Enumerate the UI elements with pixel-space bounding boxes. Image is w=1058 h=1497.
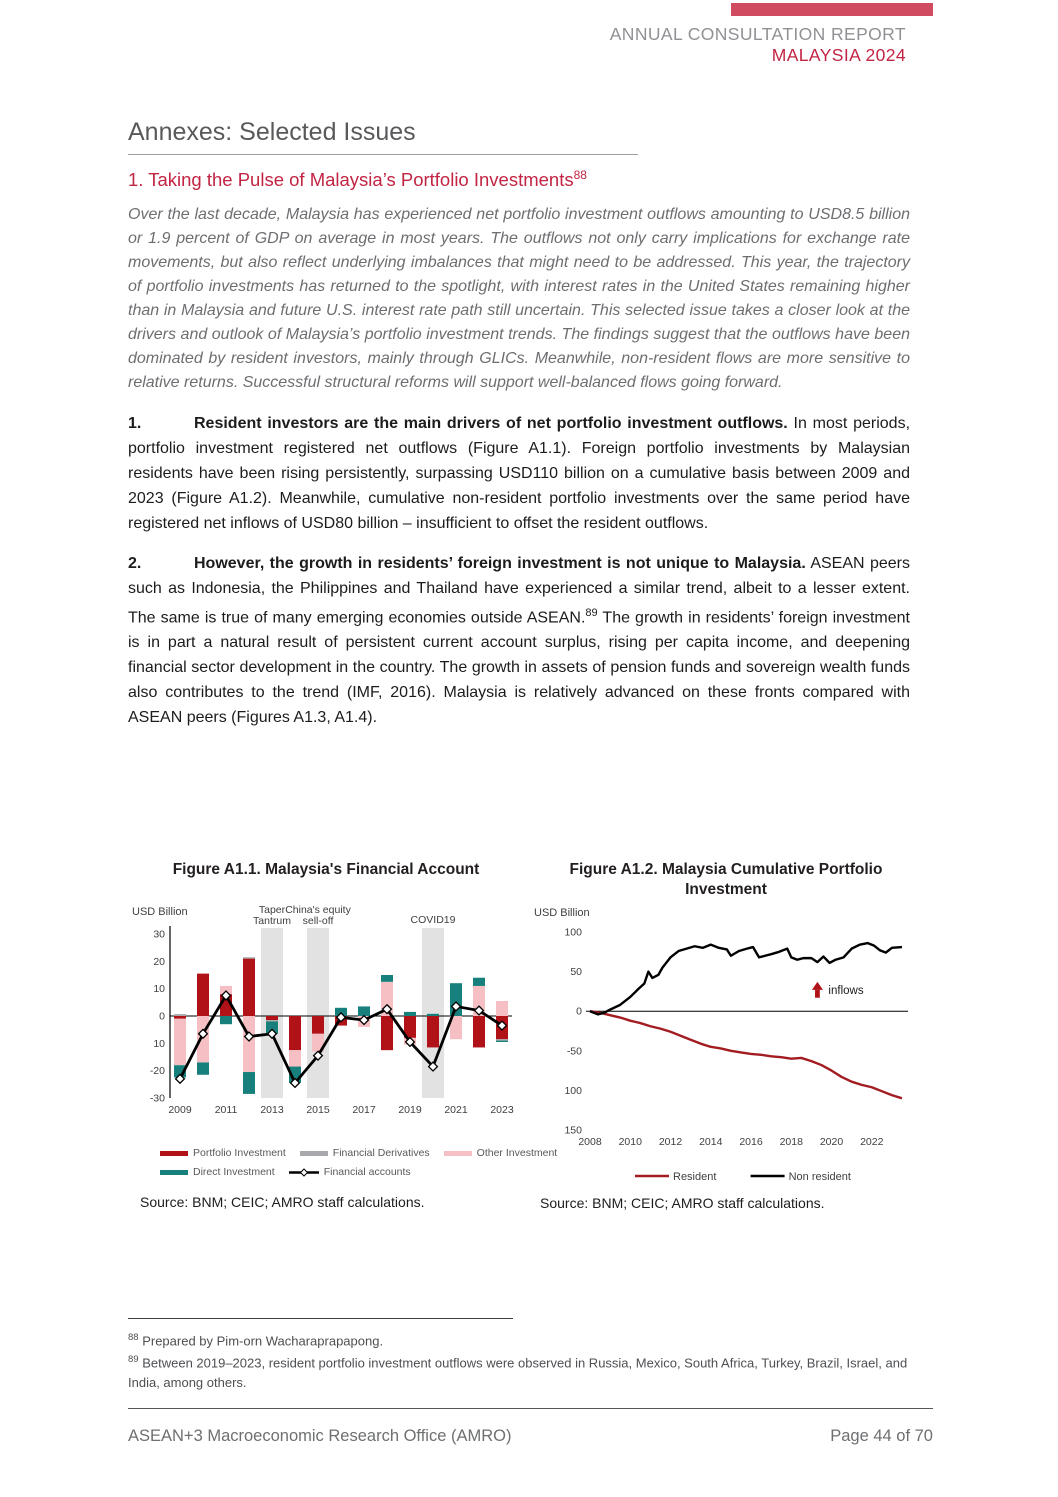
figure-a1-2	[530, 860, 922, 1211]
page-content	[128, 118, 910, 745]
page-title: Annexes: Selected Issues	[128, 118, 416, 146]
svg-text:2016: 2016	[739, 1136, 763, 1148]
page-footer	[128, 1408, 933, 1446]
paragraph-2-lead: However, the growth in residents’ foreign investment is not unique to Malaysia.	[194, 555, 806, 573]
svg-text:2013: 2013	[260, 1104, 284, 1116]
legend-item: Financial Derivatives	[300, 1147, 430, 1159]
svg-text:0: 0	[159, 1010, 165, 1023]
footer-divider	[128, 1408, 933, 1409]
svg-text:-20: -20	[149, 1065, 165, 1078]
footnote-89-text: Between 2019–2023, resident portfolio investment outflows were observed in Russia, Mexico, South Africa, Turkey, Brazil, Israel, and India, among others.	[128, 1355, 908, 1390]
paragraph-2-body-b: The growth in residents’ foreign investment is in part a natural result of persistent current account surplus, rising per capita income, and deepening financial sector development in the country. The growth in assets of pension funds and sovereign wealth funds also contributes to the trend (IMF, 2016). Malaysia is relatively advanced on these fronts compared with ASEAN peers (Figures A1.3, A1.4).	[128, 609, 910, 727]
abstract-paragraph: Over the last decade, Malaysia has experienced net portfolio investment outflows amounting to USD8.5 billion or 1.9 percent of GDP on average in most years. The outflows not only carry implications for exchange rate movements, but also reflect underlying imbalances that might need to be addressed. This year, the trajectory of portfolio investments has returned to the spotlight, with interest rates in the United States remaining higher than in Malaysia and future U.S. interest rate path still uncertain. This selected issue takes a closer look at the drivers and outlook of Malaysia’s portfolio investment trends. The findings suggest that the outflows have been dominated by resident investors, mainly through GLICs. Meanwhile, non-resident flows are more sensitive to relative returns. Successful structural reforms will support well-balanced flows going forward.	[128, 206, 910, 392]
footer-page-number: Page 44 of 70	[830, 1427, 933, 1445]
svg-text:10: 10	[153, 983, 165, 996]
svg-text:2008: 2008	[578, 1136, 602, 1148]
section-footnote-ref: 88	[573, 168, 587, 182]
svg-text:2021: 2021	[444, 1104, 468, 1116]
footnote-divider	[128, 1318, 513, 1319]
footnote-ref-89: 89	[585, 607, 598, 620]
svg-text:20: 20	[153, 955, 165, 968]
figure-a1-1-source: Source: BNM; CEIC; AMRO staff calculations.	[140, 1194, 425, 1210]
svg-text:2020: 2020	[819, 1136, 844, 1148]
legend-item: Other Investment	[444, 1147, 558, 1159]
figure-a1-1-title: Figure A1.1. Malaysia's Financial Account	[172, 861, 480, 878]
svg-text:2023: 2023	[490, 1104, 514, 1116]
svg-text:150: 150	[564, 1124, 582, 1137]
paragraph-1-lead: Resident investors are the main drivers of net portfolio investment outflows.	[194, 415, 788, 433]
svg-text:Resident: Resident	[673, 1171, 717, 1183]
figure-a1-1	[130, 860, 558, 1211]
footnote-89-ref: 89	[128, 1354, 139, 1366]
footnote-88-text: Prepared by Pim-orn Wacharaprapapong.	[142, 1333, 384, 1349]
svg-text:100: 100	[564, 1084, 582, 1097]
figure-a1-2-chart	[530, 902, 922, 1192]
svg-text:2012: 2012	[658, 1136, 683, 1148]
svg-text:2019: 2019	[398, 1104, 422, 1116]
figure-a1-1-chart	[130, 902, 522, 1140]
svg-text:10: 10	[153, 1037, 165, 1050]
svg-text:0: 0	[576, 1005, 582, 1018]
paragraph-2-body-a: ASEAN peers such as Indonesia, the Philippines and Thailand have experienced a similar trend, albeit to a lesser extent. The same is true of many emerging economies outside ASEAN.	[128, 555, 911, 627]
svg-text:30: 30	[153, 928, 165, 941]
section-heading-text: 1. Taking the Pulse of Malaysia’s Portfolio Investments	[128, 169, 574, 191]
svg-text:-50: -50	[566, 1045, 582, 1058]
legend-item: Direct Investment	[160, 1166, 275, 1178]
svg-text:China's equitysell-off: China's equity sell-off	[285, 904, 351, 927]
svg-text:100: 100	[564, 926, 582, 939]
footer-org: ASEAN+3 Macroeconomic Research Office (AMRO)	[128, 1427, 512, 1445]
header-accent-bar	[731, 3, 933, 16]
svg-text:2018: 2018	[779, 1136, 803, 1148]
legend-item: Portfolio Investment	[160, 1147, 286, 1159]
svg-text:2022: 2022	[860, 1136, 884, 1148]
report-subtitle: MALAYSIA 2024	[771, 45, 906, 65]
paragraph-2	[128, 551, 910, 730]
report-title: ANNUAL CONSULTATION REPORT	[609, 24, 906, 44]
svg-text:USD Billion: USD Billion	[132, 906, 188, 918]
footnote-88-ref: 88	[128, 1332, 139, 1343]
svg-text:USD Billion: USD Billion	[534, 907, 590, 919]
title-divider	[128, 154, 638, 155]
figure-a1-1-legend	[160, 1147, 558, 1178]
svg-text:Non resident: Non resident	[788, 1171, 851, 1183]
svg-text:COVID19: COVID19	[410, 914, 456, 926]
paragraph-2-number: 2.	[128, 555, 142, 573]
footnotes-block	[128, 1318, 918, 1392]
figures-row	[130, 860, 930, 1211]
footnote-88	[128, 1328, 918, 1350]
report-header	[610, 24, 906, 66]
svg-text:2015: 2015	[306, 1104, 330, 1116]
footnote-89	[128, 1350, 918, 1391]
paragraph-1-body: In most periods, portfolio investment registered net outflows (Figure A1.1). Foreign portfolio investments by Malaysian residents have been rising persistently, surpassing USD110 billion on a cumulative basis between 2009 and 2023 (Figure A1.2). Meanwhile, cumulative non-resident portfolio investments over the same period have registered net inflows of USD80 billion – insufficient to offset the resident outflows.	[128, 415, 911, 533]
figure-a1-2-title: Figure A1.2. Malaysia Cumulative Portfolio Investment	[569, 861, 883, 898]
svg-text:TaperTantrum: Taper Tantrum	[253, 904, 291, 927]
section-heading	[128, 168, 910, 191]
paragraph-1-number: 1.	[128, 415, 142, 433]
legend-item: Financial accounts	[289, 1166, 411, 1178]
svg-text:50: 50	[570, 966, 582, 979]
svg-text:inflows: inflows	[828, 984, 864, 997]
svg-text:2010: 2010	[618, 1136, 642, 1148]
paragraph-1	[128, 411, 910, 536]
figure-a1-2-source: Source: BNM; CEIC; AMRO staff calculations.	[540, 1195, 825, 1211]
svg-text:2017: 2017	[352, 1104, 376, 1116]
svg-text:2011: 2011	[214, 1104, 238, 1116]
svg-text:2009: 2009	[168, 1104, 192, 1116]
svg-text:2014: 2014	[699, 1136, 723, 1148]
svg-text:-30: -30	[149, 1092, 165, 1105]
